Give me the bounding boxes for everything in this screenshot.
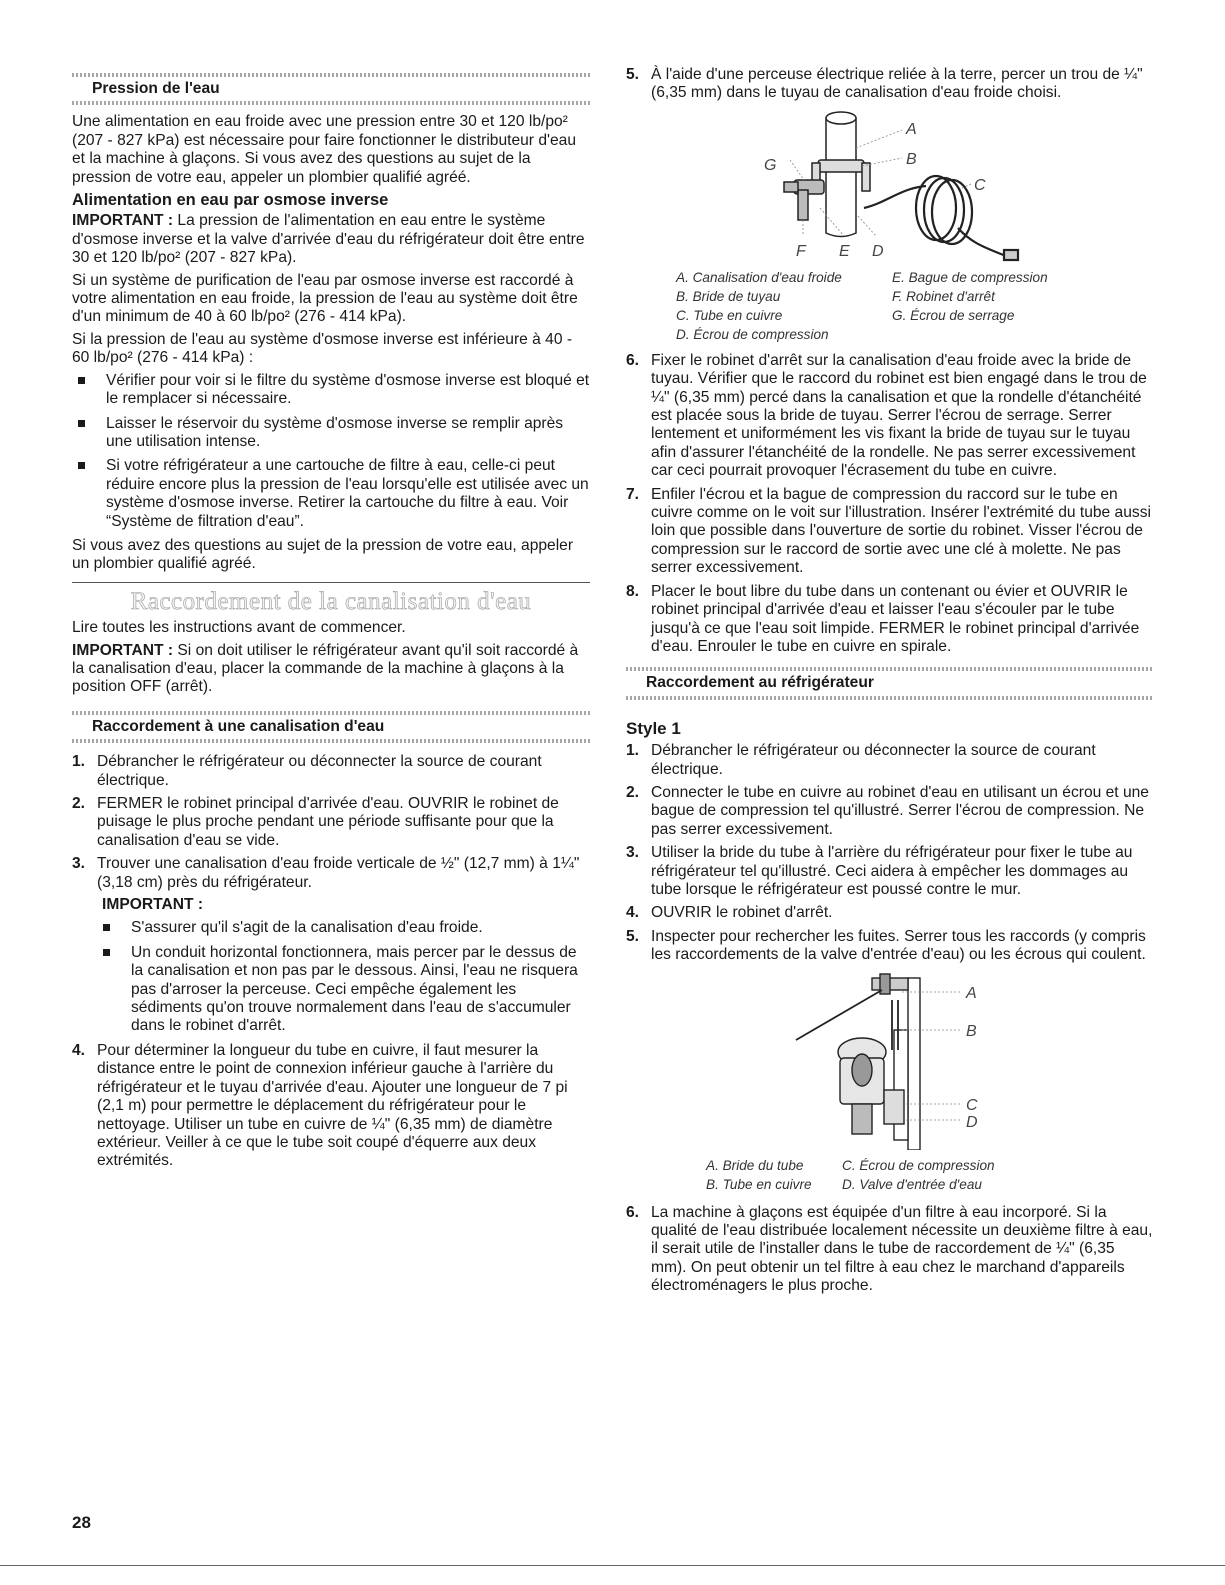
list-item: 1. Débrancher le réfrigérateur ou déconnecter la source de courant électrique. bbox=[72, 753, 542, 789]
list-item: 8. Placer le bout libre du tube dans un contenant ou évier et OUVRIR le robinet principal d'arrivée d'eau et laisser l'eau s'écouler par le tube jusqu'à ce que l'eau soit limpide. FERMER le robinet principal d'arrivée d'eau. Enrouler le tube en cuivre en spirale. bbox=[626, 582, 1140, 655]
osmose-p2: Si un système de purification de l'eau par osmose inverse est raccordé à votre alimentation en eau froide, la pression de l'eau au système doit être d'un minimum de 40 à 60 lb/po² (276 - 414 kPa). bbox=[72, 271, 578, 326]
shutoff-valve bbox=[784, 180, 824, 220]
list-item: 5. À l'aide d'une perceuse électrique reliée à la terre, percer un trou de ¼" (6,35 mm) dans le tuyau de canalisation d'eau froide choisi. bbox=[626, 66, 1143, 102]
fig2-letter-b: B bbox=[966, 1022, 977, 1040]
fig1-letter-f: F bbox=[796, 242, 806, 260]
list-item: 6. Fixer le robinet d'arrêt sur la canalisation d'eau froide avec la bride de tuyau. Vérifier que le raccord du robinet est bien engagé dans le trou de ¼" (6,35 mm) percé dans la canalisation et que la rondelle d'étanchéité est placée sous la bride de tuyau. Serrer l'écrou de serrage. Serrer lentement et uniformément les vis fixant la bride de tuyau sur le tuyau afin d'assurer l'étanchéité de la rondelle. Ne pas serrer excessivement car ceci pourrait provoquer l'écrasement du tube en cuivre. bbox=[626, 351, 1147, 480]
shutoff-valve-figure bbox=[626, 108, 1154, 268]
bullet-square-icon bbox=[103, 949, 110, 956]
bullet-square-icon bbox=[78, 377, 85, 384]
copper-tube-coil bbox=[864, 176, 1018, 260]
fig1-letter-g: G bbox=[764, 156, 777, 174]
list-item: 6. La machine à glaçons est équipée d'un filtre à eau incorporé. Si la qualité de l'eau distribuée localement nécessite un deuxième filtre à eau, il serait utile de l'installer dans le tube de raccordement de ¼" (6,35 mm). On peut obtenir un tel filtre à eau chez le marchand d'appareils électroménagers le plus proche. bbox=[626, 1203, 1153, 1295]
fig2-letter-a: A bbox=[966, 984, 977, 1002]
main-title: Raccordement de la canalisation d'eau bbox=[130, 587, 532, 615]
osmose-heading: Alimentation en eau par osmose inverse bbox=[72, 191, 389, 210]
pression-text: Une alimentation en eau froide avec une pression entre 30 et 120 lb/po² (207 - 827 kPa) est nécessaire pour faire fonctionner le distributeur d'eau et la machine à glaçons. Si vous avez des questions au sujet de la pression de votre eau, appeler un plombier qualifié agréé. bbox=[72, 113, 576, 186]
list-item: 3. Utiliser la bride du tube à l'arrière du réfrigérateur pour fixer le tube au réfrigérateur tel qu'illustré. Ceci aidera à empêcher les dommages au tube lorsque le réfrigérateur est poussé contre le mur. bbox=[626, 844, 1133, 898]
left-column bbox=[72, 0, 590, 1176]
style-steps bbox=[626, 742, 1154, 964]
fig1-letter-e: E bbox=[839, 242, 850, 260]
tube-clamp bbox=[872, 974, 908, 994]
refrig-heading: Raccordement au réfrigérateur bbox=[646, 674, 874, 692]
step5-list bbox=[626, 66, 1154, 103]
list-item: 1. Débrancher le réfrigérateur ou déconnecter la source de courant électrique. bbox=[626, 742, 1096, 778]
water-inlet-valve-figure bbox=[626, 970, 1154, 1150]
intro-p1: Lire toutes les instructions avant de commencer. bbox=[72, 619, 406, 637]
section-rule-top bbox=[72, 73, 590, 77]
right-column bbox=[626, 0, 1154, 1301]
osmose-p3: Si la pression de l'eau au système d'osmose inverse est inférieure à 40 - 60 lb/po² (276 - 414 kPa) : bbox=[72, 330, 573, 367]
fig1-caption: A. Canalisation d'eau froide B. Bride de tuyau C. Tube en cuivre D. Écrou de compression E. Bague de compression F. Robinet d'arrêt G. Écrou de serrage bbox=[676, 269, 1048, 342]
osmose-important bbox=[72, 212, 590, 267]
canal-steps bbox=[72, 753, 590, 1171]
important-text: La pression de l'alimentation en eau entre le système d'osmose inverse et la valve d'arrivée d'eau du réfrigérateur doit être entre 30 et 120 lb/po² (207 - 827 kPa). bbox=[72, 212, 585, 267]
fig1-letter-c: C bbox=[974, 176, 986, 194]
fig1-letter-d: D bbox=[872, 242, 884, 260]
list-item: 2. Connecter le tube en cuivre au robinet d'eau en utilisant un écrou et une bague de compression tel qu'illustré. Serrer l'écrou de compression. Ne pas serrer excessivement. bbox=[626, 783, 1149, 838]
steps-6-8 bbox=[626, 352, 1154, 657]
bullet-square-icon bbox=[78, 462, 85, 469]
intro-important: IMPORTANT : Si on doit utiliser le réfrigérateur avant qu'il soit raccordé à la canalisation d'eau, placer la commande de la machine à glaçons à la position OFF (arrêt). bbox=[72, 641, 579, 696]
list-item: 3. Trouver une canalisation d'eau froide verticale de ½" (12,7 mm) à 1¼" (3,18 cm) près du réfrigérateur. IMPORTANT : S'assurer qu'il s'agit de la canalisation d'eau froide. Un conduit horizontal fonctionnera, mais percer par le dessus de la canalisation et non pas par le dessous. Ainsi, l'eau ne risquera pas d'arroser la perceuse. Ceci empêche également les sédiments qu'on trouve normalement dans l'eau de s'accumuler dans le robinet d'arrêt. bbox=[72, 855, 590, 1036]
list-item: 4. Pour déterminer la longueur du tube en cuivre, il faut mesurer la distance entre le point de connexion inférieur gauche à l'arrière du réfrigérateur et le tuyau d'arrivée d'eau. Ajouter une longueur de 7 pi (2,1 m) pour permettre le déplacement du réfrigérateur pour le nettoyage. Utiliser un tube en cuivre de ¼" (6,35 mm) de diamètre extérieur. Veiller à ce que le tube soit coupé d'équerre aux deux extrémités. bbox=[72, 1041, 568, 1170]
osmose-bullet-list bbox=[72, 372, 590, 531]
pression-heading: Pression de l'eau bbox=[92, 80, 220, 97]
canal-heading: Raccordement à une canalisation d'eau bbox=[92, 717, 385, 735]
list-item: 5. Inspecter pour rechercher les fuites. Serrer tous les raccords (y compris les raccordements de la valve d'entrée d'eau) ou les écrous qui coulent. bbox=[626, 927, 1146, 964]
bullet-square-icon bbox=[78, 420, 85, 427]
list-item: 2. FERMER le robinet principal d'arrivée d'eau. OUVRIR le robinet de puisage le plus proche pendant une période suffisante pour que la canalisation d'eau se vide. bbox=[72, 795, 559, 849]
section-rule-top bbox=[626, 667, 1154, 671]
section-rule-bottom bbox=[72, 101, 590, 105]
style-step6 bbox=[626, 1204, 1154, 1296]
style-heading: Style 1 bbox=[626, 718, 681, 738]
section-rule-top bbox=[72, 711, 590, 715]
list-item: Laisser le réservoir du système d'osmose inverse se remplir après une utilisation intense. bbox=[72, 415, 590, 452]
fig2-letter-d: D bbox=[966, 1113, 978, 1131]
fig2-letter-c: C bbox=[966, 1096, 978, 1114]
list-item: 7. Enfiler l'écrou et la bague de compression du raccord sur le tube en cuivre comme on le voit sur l'illustration. Insérer l'extrémité du tube aussi loin que possible dans l'ouverture de sortie du robinet. Visser l'écrou de compression sur le raccord de sortie avec une clé à molette. Ne pas serrer excessivement. bbox=[626, 485, 1151, 577]
cold-water-pipe bbox=[826, 112, 856, 237]
bullet-square-icon bbox=[103, 924, 110, 931]
list-item: Si votre réfrigérateur a une cartouche de filtre à eau, celle-ci peut réduire encore plus la pression de l'eau lorsqu'elle est utilisée avec un système d'osmose inverse. Retirer la cartouche du filtre à eau. Voir “Système de filtration d'eau”. bbox=[72, 457, 590, 531]
section-rule-bottom bbox=[626, 696, 1154, 700]
osmose-p4: Si vous avez des questions au sujet de la pression de votre eau, appeler un plombier qualifié agréé. bbox=[72, 536, 574, 573]
bottom-rule bbox=[0, 1565, 1225, 1566]
important-label: IMPORTANT : bbox=[72, 212, 174, 230]
section-rule-bottom bbox=[72, 739, 590, 743]
fig1-letter-a: A bbox=[906, 120, 917, 138]
fig2-caption: A. Bride du tube B. Tube en cuivre C. Écrou de compression D. Valve d'entrée d'eau bbox=[706, 1157, 995, 1192]
list-item: Un conduit horizontal fonctionnera, mais percer par le dessus de la canalisation et non pas par le dessous. Ainsi, l'eau ne risquera pas d'arroser la perceuse. Ceci empêche également les sédiments qu'on trouve normalement dans l'eau de s'accumuler dans le robinet d'arrêt. bbox=[97, 944, 590, 1036]
divider bbox=[72, 582, 590, 583]
page-number: 28 bbox=[72, 1513, 91, 1532]
fig1-letter-b: B bbox=[906, 150, 917, 168]
list-item: 4. OUVRIR le robinet d'arrêt. bbox=[626, 904, 833, 922]
list-item: Vérifier pour voir si le filtre du système d'osmose inverse est bloqué et le remplacer si nécessaire. bbox=[72, 372, 590, 409]
step3-bullet-list bbox=[97, 919, 590, 1035]
step3-important: IMPORTANT : bbox=[102, 896, 204, 914]
list-item: S'assurer qu'il s'agit de la canalisation d'eau froide. bbox=[97, 919, 590, 937]
